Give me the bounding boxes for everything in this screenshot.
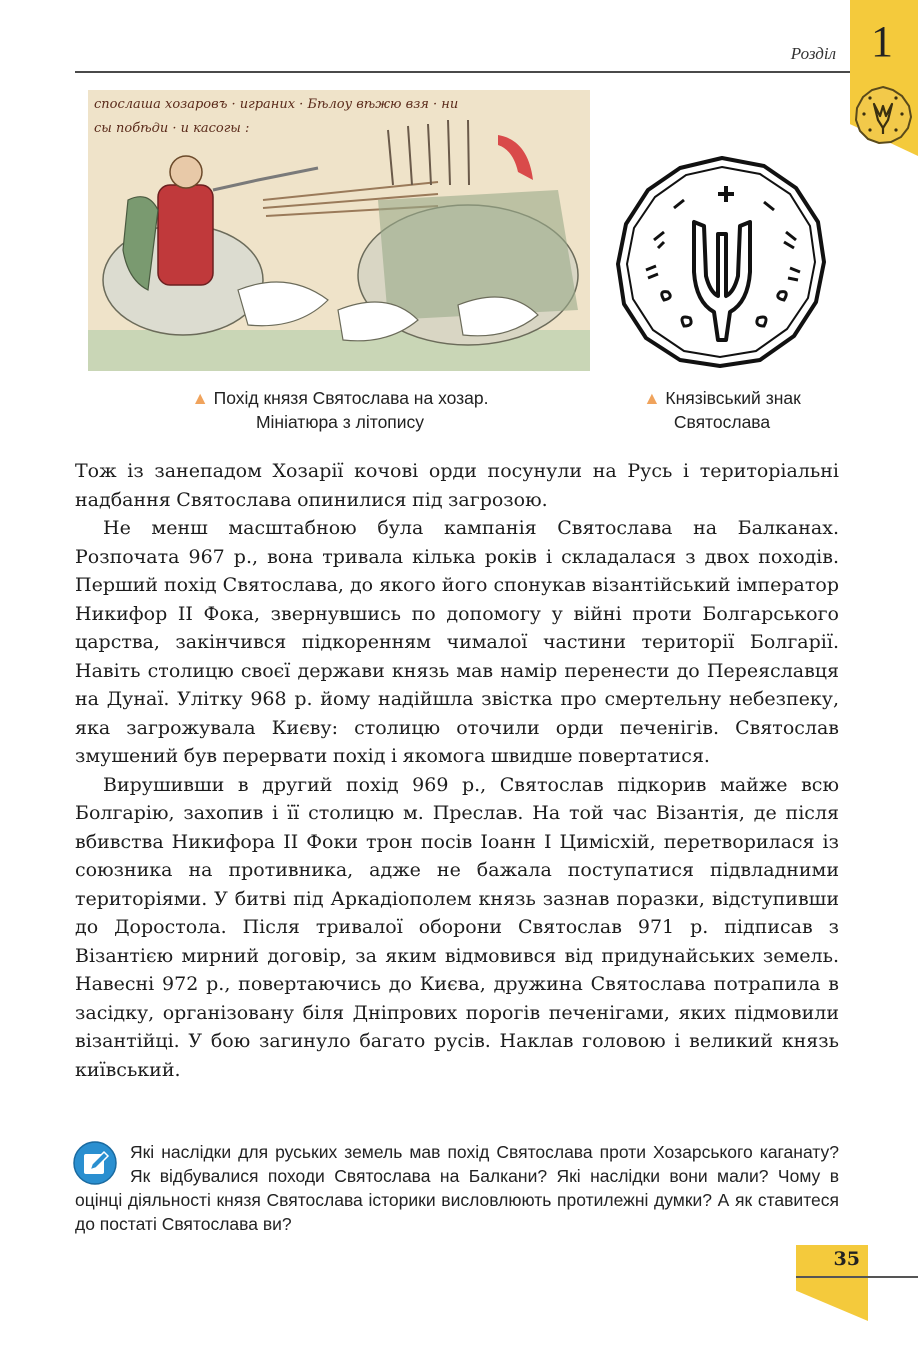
- page-number: 35: [833, 1248, 860, 1270]
- sign-caption-line2: Святослава: [673, 412, 771, 432]
- miniature-caption-line2: Мініатюра з літопису: [255, 412, 425, 432]
- coin-trident-icon: [852, 84, 914, 146]
- task-question: [75, 1140, 839, 1236]
- sign-caption-line1: Князівський знак: [665, 388, 801, 408]
- paragraph-1: Тож із занепадом Хозарії кочові орди посунули на Русь і територіальні надбання Святослава опинилися під загрозою.: [75, 460, 839, 511]
- task-question-text: Які наслідки для руських земель мав похід Святослава проти Хозарського каганату? Як відбувалися походи Святослава на Балкани? Які наслідки вони мали? Чому в оцінці діяльності князя Святослава історики висловлюють протилежні думки? А як ставитеся до постаті Святослава ви?: [75, 1142, 839, 1234]
- paragraph-2: Не менш масштабною була кампанія Святослава на Балканах. Розпочата 967 р., вона тривала кілька років і складалася з двох походів. Перший похід Святослава, до якого його спонукав візантійський імператор Никифор ІІ Фока, звернувшись по допомогу у війні проти Болгарського царства, закінчився підкоренням чималої частини території Болгарії. Навіть столицю своєї держави князь мав намір перенести до Переяславця на Дунаї. Улітку 968 р. йому надійшла звістка про смертельну небезпеку, яка загрожувала Києву: столицю оточили орди печенігів. Святослав змушений був перервати похід і якомога швидше повертатися.: [75, 517, 839, 767]
- chapter-number: 1: [871, 17, 893, 66]
- main-text: [75, 457, 839, 1084]
- miniature-caption-line1: Похід князя Святослава на хозар.: [213, 388, 489, 408]
- sign-caption: [600, 386, 844, 434]
- caption-triangle-icon: ▲: [643, 388, 661, 408]
- paragraph-3: Вирушивши в другий похід 969 р., Святослав підкорив майже всю Болгарію, захопив і її столицю м. Преслав. На той час Візантія, де після вбивства Никифора ІІ Фоки трон посів Іоанн І Цимісхій, перетворилася із союзника на противника, адже не бажала поступатися підвладними територіями. У битві під Аркадіополем князь зазнав поразки, відступивши до Доростола. Після тривалої оборони Святослав 971 р. підписав з Візантією мирний договір, за яким відмовився від придунайських земель. Навесні 972 р., повертаючись до Києва, дружина Святослава потрапила в засідку, організовану біля Дніпрових порогів печенігами, яких підмовили візантійці. У бою загинуло багато русів. Наклав головою і великий князь київський.: [75, 773, 839, 1081]
- caption-triangle-icon: ▲: [191, 388, 209, 408]
- miniature-caption: [130, 386, 550, 434]
- miniature-inscription-line1: спослаша хозаровъ · играних · Бѣлоу вѣжю взя · ни: [94, 97, 459, 112]
- footer-rule: [796, 1276, 918, 1278]
- miniature-inscription-line2: сы побѣди · и касогы :: [94, 121, 250, 136]
- prince-sign-image: [614, 152, 830, 372]
- section-label: Розділ: [790, 44, 836, 63]
- header-rule: [75, 71, 850, 73]
- chronicle-miniature-image: [88, 90, 590, 371]
